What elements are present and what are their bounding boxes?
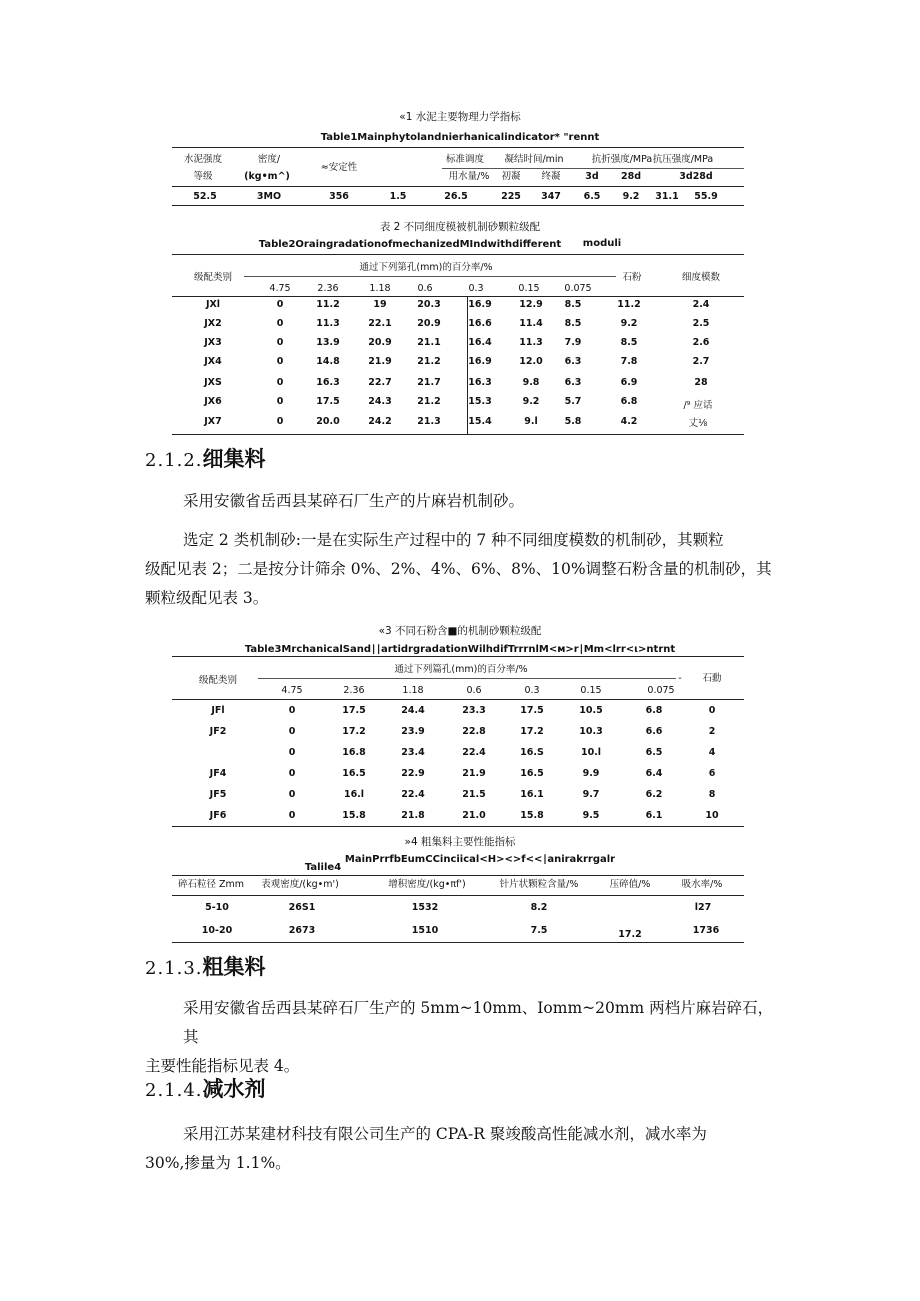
section-heading-coarse-aggregate: [145, 954, 266, 982]
table2-cell: 8.5: [620, 337, 638, 348]
table1-header-setting: 凝结时间/min: [504, 154, 564, 165]
table1-cell: 9.2: [622, 191, 640, 202]
table3-cell: 9.7: [582, 789, 600, 800]
table2-cell: 0: [276, 318, 284, 329]
table2-cell: 11.3: [316, 318, 340, 329]
table2-cell: JXS: [204, 377, 222, 388]
table2-cell: 6.3: [564, 377, 582, 388]
table3-cell: 22.8: [462, 726, 486, 737]
table1-bottom-rule: [172, 205, 744, 206]
table3-cell: JF2: [209, 726, 227, 737]
table2-cell: 28: [694, 377, 708, 388]
section-number: 2.1.2.: [145, 450, 203, 471]
table4-caption-cn: »4 粗集料主要性能指标: [404, 836, 516, 848]
paragraph-line: 30%,掺量为 1.1%。: [145, 1154, 291, 1172]
table1-header-initial: 初凝: [501, 171, 521, 182]
table2-cell: 0: [276, 416, 284, 427]
table3-cell: 0: [288, 726, 296, 737]
table3-cell: 22.4: [462, 747, 486, 758]
table1-header-grade: 水泥强度: [183, 154, 223, 165]
table2-cell: JX6: [204, 396, 222, 407]
table4-header: 压碎值/%: [609, 879, 651, 890]
table2-cell: 21.2: [417, 356, 441, 367]
table2-cell: 2.5: [692, 318, 710, 329]
table2-header-stone: 石粉: [622, 272, 642, 283]
table2-cell: 4.2: [620, 416, 638, 427]
table4-header: 增积密度/(kg•πf'): [388, 879, 466, 890]
table3-cell: 0: [708, 705, 716, 716]
table4-cell: l27: [694, 902, 712, 913]
table3-sieve: 1.18: [402, 685, 424, 696]
table2-cell: 13.9: [316, 337, 340, 348]
table3-cell: 6.1: [645, 810, 663, 821]
section-heading-water-reducer: [145, 1076, 266, 1104]
table4-cell: 10-20: [201, 925, 233, 936]
table1-header-consistency: 用水量/%: [448, 171, 490, 182]
table4-cell: 1532: [411, 902, 439, 913]
table2-cell: 20.9: [368, 337, 392, 348]
table1-caption-en: Table1Mainphytolandnierhanicalindicator* "rennt: [320, 132, 600, 143]
table3-cell: 16.8: [342, 747, 366, 758]
table2-cell: 2.4: [692, 299, 710, 310]
section-number: 2.1.3.: [145, 958, 203, 979]
table2-cell: 0: [276, 356, 284, 367]
paragraph-line: 采用安徽省岳西县某碎石厂生产的 5mm~10mm、Iomm~20mm 两档片麻岩碎石，其: [183, 999, 774, 1046]
table2-header-class: 级配类别: [193, 272, 233, 283]
table2-cell: 15.4: [468, 416, 492, 427]
table2-sieve: 2.36: [317, 283, 339, 294]
table2-cell: 11.2: [316, 299, 340, 310]
table3-cell: 16.5: [520, 768, 544, 779]
table4-header: 针片状颗粒含量/%: [499, 879, 579, 890]
table2-cell: 0: [276, 377, 284, 388]
table2-cell: 9.l: [524, 416, 538, 427]
table3-cell: 15.8: [520, 810, 544, 821]
table3-cell: 6.4: [645, 768, 663, 779]
table3-cell: 23.3: [462, 705, 486, 716]
table2-sieve: 0.15: [518, 283, 540, 294]
table2-cell: 19: [373, 299, 387, 310]
paragraph-line: 主要性能指标见表 4。: [145, 1057, 300, 1075]
table4-caption-en-prefix: Talile4: [304, 862, 342, 873]
section-title: 粗集料: [202, 955, 266, 979]
table3-cell: 0: [288, 810, 296, 821]
table2-cell: 16.3: [468, 377, 492, 388]
table3-mid-rule: [172, 699, 744, 700]
table3-sieve: 0.075: [647, 685, 675, 696]
table3-sieve: 0.15: [580, 685, 602, 696]
table2-cell: 12.9: [519, 299, 543, 310]
table3-cell: 23.9: [401, 726, 425, 737]
table2-cell: 5.8: [564, 416, 582, 427]
table3-header-pass: 通过下列篇孔(mm)的百分率/%: [394, 664, 528, 675]
table2-cell: 16.4: [468, 337, 492, 348]
table3-cell: 6.8: [645, 705, 663, 716]
table4-cell: 8.2: [530, 902, 548, 913]
table3-caption-en: Table3MrchanicalSand∣∣artidrgradationWilhdifTrrrnlM<м>r∣Mm<lrr<ι>ntrnt: [244, 644, 676, 655]
table2-cell: 17.5: [316, 396, 340, 407]
table2-cell: 14.8: [316, 356, 340, 367]
table2-cell: 9.2: [620, 318, 638, 329]
table1-cell: 31.1: [655, 191, 679, 202]
table2-cell: JXl: [205, 299, 221, 310]
table4-cell: 7.5: [530, 925, 548, 936]
table1-header-density: (kg•m^): [244, 171, 290, 182]
table2-cell: 5.7: [564, 396, 582, 407]
table2-cell: /⁹ 应话: [683, 400, 713, 411]
table1-cell: 3MO: [256, 191, 282, 202]
table3-cell: 22.4: [401, 789, 425, 800]
table2-cell: 16.3: [316, 377, 340, 388]
table3-cell: JF4: [209, 768, 227, 779]
table2-cell: 20.0: [316, 416, 340, 427]
table3-cell: 24.4: [401, 705, 425, 716]
table2-cell: 2.6: [692, 337, 710, 348]
table2-sieve: 1.18: [369, 283, 391, 294]
table3-cell: 22.9: [401, 768, 425, 779]
table3-cell: JF6: [209, 810, 227, 821]
table3-cell: 23.4: [401, 747, 425, 758]
table2-cell: 0: [276, 396, 284, 407]
paragraph-line: 采用江苏某建材科技有限公司生产的 CPA-R 聚竣酸高性能减水剂，减水率为: [183, 1125, 707, 1143]
table2-cell: 0: [276, 337, 284, 348]
table2-cell: 22.7: [368, 377, 392, 388]
table1-caption-cn: «1 水泥主要物理力学指标: [399, 111, 521, 123]
section-title: 细集料: [202, 447, 266, 471]
table2-cell: 21.9: [368, 356, 392, 367]
table2-cell: JX2: [204, 318, 222, 329]
table3-cell: 9.9: [582, 768, 600, 779]
table3-cell: 17.5: [520, 705, 544, 716]
table4-mid-rule: [172, 895, 744, 896]
table2-cell: 0: [276, 299, 284, 310]
table2-cell: 15.3: [468, 396, 492, 407]
paragraph-line: 级配见表 2；二是按分计筛余 0%、2%、4%、6%、8%、10%调整石粉含量的机制砂，其: [145, 560, 772, 578]
table2-cell: 7.9: [564, 337, 582, 348]
table4-cell: 2673: [288, 925, 316, 936]
table2-cell: 8.5: [564, 299, 582, 310]
table2-header-fineness: 细度模数: [681, 272, 721, 283]
table3-cell: 17.2: [520, 726, 544, 737]
table4-cell: 26S1: [288, 902, 316, 913]
table3-cell: 17.5: [342, 705, 366, 716]
table4-caption-en: MainPrrfbEumCCinciical<H><>f<<∣anirakrrgalr: [344, 854, 616, 865]
table3-header-class: 级配类别: [198, 675, 238, 686]
table4-header: 吸水率/%: [681, 879, 723, 890]
table2-cell: 21.3: [417, 416, 441, 427]
table1-cell: 1.5: [389, 191, 407, 202]
table1-cell: 347: [541, 191, 561, 202]
table2-mid-rule: [172, 296, 744, 297]
paragraph: [145, 526, 785, 613]
table3-sieve: 4.75: [281, 685, 303, 696]
table3-cell: 21.0: [462, 810, 486, 821]
table2-cell: 6.8: [620, 396, 638, 407]
table3-bottom-rule: [172, 826, 744, 827]
table3-cell: 9.5: [582, 810, 600, 821]
table3-cell: 16.1: [520, 789, 544, 800]
table4-cell: 17.2: [618, 929, 642, 940]
table2-cell: 9.8: [522, 377, 540, 388]
table1-sub-rule: [442, 168, 744, 169]
table3-cell: 0: [288, 705, 296, 716]
table2-cell: 丈⅛: [688, 418, 708, 429]
table2-cell: 6.3: [564, 356, 582, 367]
table2-sieve: 0.075: [564, 283, 592, 294]
table3-cell: 10: [705, 810, 719, 821]
paragraph: [145, 994, 785, 1081]
table4-header: 表观密度/(kg•m'): [261, 879, 339, 890]
section-heading-fine-aggregate: [145, 446, 266, 474]
table2-cell: 21.1: [417, 337, 441, 348]
table3-cell: 0: [288, 768, 296, 779]
table3-cell: 6.2: [645, 789, 663, 800]
table3-cell: 10.5: [579, 705, 603, 716]
table2-header-rule: [244, 276, 616, 277]
table3-cell: 8: [708, 789, 716, 800]
table1-header-density: 密度/: [257, 154, 281, 165]
table3-sieve: 0.3: [524, 685, 540, 696]
table2-cell: 6.9: [620, 377, 638, 388]
table1-header-flexural: 抗折强度/MPa: [591, 154, 653, 165]
table2-cell: JX7: [204, 416, 222, 427]
table3-cell: 21.5: [462, 789, 486, 800]
table2-cell: 12.0: [519, 356, 543, 367]
table1-header-stability: ≈安定性: [320, 162, 358, 173]
table3-sieve: 0.6: [466, 685, 482, 696]
table3-cell: JF5: [209, 789, 227, 800]
table3-cell: 2: [708, 726, 716, 737]
paragraph-line: 选定 2 类机制砂:一是在实际生产过程中的 7 种不同细度模数的机制砂，其颗粒: [183, 531, 724, 549]
table4-cell: 1736: [692, 925, 720, 936]
table2-caption-en: Table2OraingradationofmechanizedMIndwithdifferent: [258, 239, 562, 250]
section-number: 2.1.4.: [145, 1080, 203, 1101]
table3-caption-cn: «3 不同石粉含■的机制砂颗粒级配: [378, 625, 542, 637]
table3-sieve: 2.36: [343, 685, 365, 696]
table3-cell: 21.9: [462, 768, 486, 779]
paragraph-line: 颗粒级配见表 3。: [145, 589, 269, 607]
table1-cell: 356: [329, 191, 349, 202]
table1-cell: 6.5: [583, 191, 601, 202]
table2-cell: 24.3: [368, 396, 392, 407]
table3-cell: 0: [288, 747, 296, 758]
paragraph: [145, 487, 785, 516]
table3-cell: 16.l: [343, 789, 365, 800]
table3-cell: 16.5: [342, 768, 366, 779]
table1-mid-rule: [172, 186, 744, 187]
table2-cell: 11.2: [617, 299, 641, 310]
table3-cell: 10.l: [580, 747, 602, 758]
table2-cell: JX3: [204, 337, 222, 348]
table2-cell: 2.7: [692, 356, 710, 367]
table2-sieve: 0.3: [468, 283, 484, 294]
table3-cell: 6.5: [645, 747, 663, 758]
table2-cell: 16.6: [468, 318, 492, 329]
table2-cell: 24.2: [368, 416, 392, 427]
table4-cell: 1510: [411, 925, 439, 936]
table2-cell: 11.4: [519, 318, 543, 329]
table1-cell: 52.5: [193, 191, 217, 202]
table1-header-final: 终凝: [541, 171, 561, 182]
table2-top-rule: [172, 254, 744, 255]
table3-top-rule: [172, 656, 744, 657]
table3-cell: 16.S: [520, 747, 544, 758]
table4-bottom-rule: [172, 942, 744, 943]
table2-cell: 11.3: [519, 337, 543, 348]
table3-cell: 17.2: [342, 726, 366, 737]
table3-header-stone: 石勳: [702, 673, 722, 684]
table3-cell: 6: [708, 768, 716, 779]
table2-cell: 7.8: [620, 356, 638, 367]
table1-header-3d: 3d: [585, 171, 599, 182]
table3-cell: 10.3: [579, 726, 603, 737]
table3-cell: 4: [708, 747, 716, 758]
table1-header-28d: 28d: [620, 171, 642, 182]
paragraph-line: 采用安徽省岳西县某碎石厂生产的片麻岩机制砂。: [183, 492, 525, 510]
paragraph: [145, 1120, 785, 1178]
table3-header-dash: -: [678, 673, 682, 684]
table3-cell: 0: [288, 789, 296, 800]
table2-sieve: 0.6: [417, 283, 433, 294]
table3-cell: 21.8: [401, 810, 425, 821]
table1-top-rule: [172, 147, 744, 148]
table2-cell: 16.9: [468, 299, 492, 310]
table2-sieve: 4.75: [269, 283, 291, 294]
table3-cell: 6.6: [645, 726, 663, 737]
table1-cell: 55.9: [694, 191, 718, 202]
table2-cell: 8.5: [564, 318, 582, 329]
table2-cell: JX4: [204, 356, 222, 367]
table1-header-3d28d: 3d28d: [679, 171, 713, 182]
table4-header: 碎石粒径 Zmm: [177, 879, 245, 890]
table2-cell: 9.2: [522, 396, 540, 407]
table2-cell: 20.3: [417, 299, 441, 310]
table1-header-grade: 等级: [193, 171, 213, 182]
table1-header-compressive: 抗压强度/MPa: [652, 154, 714, 165]
table3-cell: 15.8: [342, 810, 366, 821]
section-title: 减水剂: [202, 1077, 266, 1101]
table2-header-pass: 通过下列第孔(mm)的百分率/%: [359, 262, 493, 273]
table2-cell: 20.9: [417, 318, 441, 329]
table2-cell: 16.9: [468, 356, 492, 367]
table2-caption-cn: 表 2 不同细度模被机制砂颗粒级配: [379, 221, 541, 233]
table2-caption-en-tail: moduli: [582, 238, 622, 249]
table1-cell: 225: [501, 191, 521, 202]
table2-cell: 21.7: [417, 377, 441, 388]
table3-header-rule: [258, 678, 676, 679]
table4-top-rule: [172, 875, 744, 876]
table3-cell: JFl: [211, 705, 225, 716]
table2-bottom-rule: [172, 434, 744, 435]
table4-cell: 5-10: [205, 902, 229, 913]
table1-cell: 26.5: [444, 191, 468, 202]
table2-cell: 21.2: [417, 396, 441, 407]
table1-header-consistency: 标准调度: [445, 154, 485, 165]
table2-cell: 22.1: [368, 318, 392, 329]
